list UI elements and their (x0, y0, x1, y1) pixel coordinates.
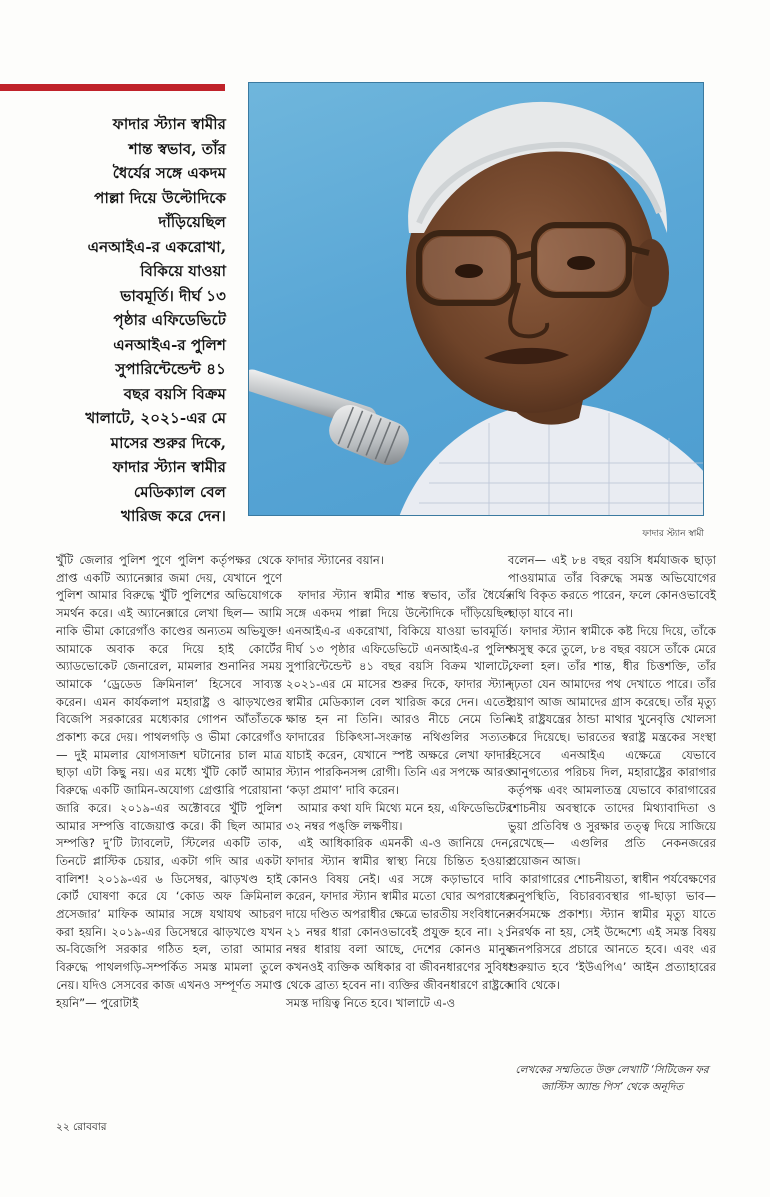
paragraph: খুঁটি জেলার পুলিশ পুণে পুলিশ কর্তৃপক্ষর থেকে প্রাপ্ত একটি অ্যানেক্সার জমা দেয়, যেখানে পুণে পুলিশ আমার বিরুদ্ধে খুঁটি পুলিশের অভিযোগকে সমর্থন করে। এই অ্যানেক্সারে লেখা ছিল— আমি নাকি ভীমা কোরেগাঁও কাণ্ডের অন্যতম অভিযুক্ত! আমাকে অবাক করে দিয়ে হাই কোর্টের অ্যাডভোকেট জেনারেল, মামলার শুনানির সময় আমাকে ‘ড্রেডেড ক্রিমিনাল’ হিসেবে সাব্যস্ত করেন। এমন কার্যকলাপ মহারাষ্ট্র ও ঝাড়খণ্ডের বিজেপি সরকারের মধ্যেকার গোপন আঁতাঁতকে প্রকাশ্য করে দেয়। পাথলগড়ি ও ভীমা কোরেগাঁও— দুই মামলার যোগসাজশ ঘটানোর চাল মাত্র ছাড়া এটা কিছু নয়। এর মধ্যে খুঁটি কোর্ট আমার বিরুদ্ধে একটি জামিন-অযোগ্য গ্রেপ্তারি পরোয়ানা জারি করে। ২০১৯-এর অক্টোবরে খুঁটি পুলিশ আমার সম্পত্তি বাজেয়াপ্ত করে। কী ছিল আমার সম্পত্তি? দু’টি ট্যাবলেট, স্টিলের একটি তাক, তিনটে প্লাস্টিক চেয়ার, একটা গদি আর একটা বালিশ! ২০১৯-এর ৬ ডিসেম্বর, ঝাড়খণ্ড হাই কোর্ট ঘোষণা করে যে ‘কোড অফ ক্রিমিনাল প্রসেজার’ মাফিক আমার সঙ্গে যথাযথ আচরণ করা হয়নি। ২০১৯-এর ডিসেম্বরে ঝাড়খণ্ডে যখন অ-বিজেপি সরকার গঠিত হল, তারা আমার বিরুদ্ধে পাথলগড়ি-সম্পর্কিত সমস্ত মামলা তুলে নেয়। যদিও সেসবের কাজ এখনও সম্পূর্ণত সমাপ্ত হয়নি”— পুরোটাই (56, 553, 282, 1010)
article-column-2 (286, 552, 512, 1012)
paragraph: ফাদার স্ট্যানের বয়ান। (286, 553, 384, 567)
portrait-illustration (249, 83, 704, 516)
paragraph: কারাগারের শোচনীয়তা, স্বাধীন পর্যবেক্ষণের অনুপস্থিতি, বিচারব্যবস্থার গা-ছাড়া ভাব— সর্বসমক্ষে প্রকাশ্য। স্ট্যান স্বামীর মৃত্যু যাতে নিরর্থক না হয়, সেই উদ্দেশ্যে এই সমস্ত বিষয় জনপরিসরে প্রচারে আনতে হবে। এবং এর শুরুয়াত হবে ‘ইউএপিএ’ আইন প্রত্যাহারের দাবি থেকে। (508, 871, 716, 992)
pull-quote-line: খারিজ করে দেন। (121, 507, 226, 525)
pull-quote-line: এনআইএ-র একরোখা, (87, 237, 226, 256)
pull-quote-line: ফাদার স্ট্যান স্বামীর (112, 115, 226, 133)
pull-quote-line: ভাবমূর্তি। দীর্ঘ ১৩ (120, 286, 226, 305)
pull-quote-line: বিকিয়ে যাওয়া (140, 262, 226, 280)
paragraph: এই আধিকারিক এমনকী এ-ও জানিয়ে দেন, ফাদার স্ট্যান স্বামীর স্বাস্থ্য নিয়ে চিন্তিত হওয়ার কোনও বিষয় নেই। এর সঙ্গে কড়াভাবে দাবি করেন, ফাদার স্ট্যান স্বামীর মতো ঘোর অপরাধের দায়ে দণ্ডিত অপরাধীর ক্ষেত্রে ভারতীয় সংবিধানের ২১ নম্বর ধারা কোনওভাবেই প্রযুক্ত হবে না। ২১ নম্বর ধারায় বলা আছে, দেশের কোনও মানুষ কখনওই ব্যক্তিক অধিকার বা জীবনধারণের সুবিধা থেকে ব্রাত্য হবেন না। ব্যক্তির জীবনধারণে রাষ্ট্রকে সমস্ত দায়িত্ব নিতে হবে। খালাটে এ-ও (286, 836, 512, 1010)
pull-quote-line: ফাদার স্ট্যান স্বামীর (112, 458, 226, 476)
paragraph: ফাদার স্ট্যান স্বামীর শান্ত স্বভাব, তাঁর ধৈর্যের সঙ্গে একদম পাল্লা দিয়ে উল্টোদিকে দাঁড়িয়েছিল এনআইএ-র একরোখা, বিকিয়ে যাওয়া ভাবমূর্তি। দীর্ঘ ১৩ পৃষ্ঠার এফিডেভিটে এনআইএ-র পুলিশ সুপারিন্টেন্ডেন্ট ৪১ বছর বয়সি বিক্রম খালাটে, ২০২১-এর মে মাসের শুরুর দিকে, ফাদার স্ট্যান স্বামীর মেডিক্যাল বেল খারিজ করে দেন। এতেই ক্ষান্ত হন না তিনি। আরও নীচে নেমে তিনি ফাদারের চিকিৎসা-সংক্রান্ত নথিগুলির সত্যতা যাচাই করেন, যেখানে স্পষ্ট অক্ষরে লেখা ফাদার স্ট্যান পারকিনসন্স রোগী। তিনি এর সপক্ষে আরও ‘কড়া প্রমাণ’ দাবি করেন। (286, 588, 512, 798)
pull-quote-line: শান্ত স্বভাব, তাঁর (128, 139, 226, 158)
accent-rule (0, 84, 225, 91)
photo-caption: ফাদার স্ট্যান স্বামী (642, 529, 704, 539)
pull-quote-line: খালাটে, ২০২১-এর মে (85, 409, 226, 427)
pull-quote-line: মেডিক্যাল বেল (133, 482, 226, 501)
pull-quote-line: মাসের শুরুর দিকে, (110, 433, 226, 452)
paragraph: আমার কথা যদি মিথ্যে মনে হয়, এফিডেভিটের ৩২ নম্বর পঙ্‌ক্তি লক্ষণীয়। (286, 800, 512, 833)
portrait-photo (248, 82, 704, 516)
pull-quote-line: ধৈর্যের সঙ্গে একদম (112, 164, 226, 182)
pull-quote-line: পৃষ্ঠার এফিডেভিটে (113, 311, 226, 329)
paragraph: ফাদার স্ট্যান স্বামীকে কষ্ট দিয়ে দিয়ে, তাঁকে অসুস্থ করে তুলে, ৮৪ বছর বয়সে তাঁকে মেরে ফেলা হল। তাঁর শান্ত, ধীর চিত্তশক্তি, তাঁর দৃঢ়তা যেন আমাদের পথ দেখাতে পারে। তাঁর প্রয়াণ আজ আমাদের গ্রাস করেছে। তাঁর মৃত্যু এই রাষ্ট্রযন্ত্রের ঠান্ডা মাথার খুনেবৃত্তি খোলসা করে দিয়েছে। ভারতের স্বরাষ্ট্র মন্ত্রকের সংস্থা হিসেবে এনআইএ এক্ষেত্রে যেভাবে আনুগত্যের পরিচয় দিল, মহারাষ্ট্রের কারাগার কর্তৃপক্ষ এবং আমলাতন্ত্র যেভাবে কারাগারের শোচনীয় অবস্থাকে তাদের মিথ্যাবাদিতা ও ভুয়া প্রতিবিম্ব ও সুরক্ষার তত্ত্ব দিয়ে সাজিয়ে রেখেছে— এগুলির প্রতি নেকনজরের প্রয়োজন আজ। (508, 623, 716, 868)
article-column-1 (56, 552, 282, 1012)
paragraph: বলেন— এই ৮৪ বছর বয়সি ধর্মযাজক ছাড়া পাওয়ামাত্র তাঁর বিরুদ্ধে সমস্ত অভিযোগের নথি বিকৃত করতে পারেন, ফলে কোনওভাবেই ছাড়া যাবে না। (508, 553, 716, 621)
article-column-3 (508, 552, 716, 995)
pull-quote (20, 112, 226, 529)
pull-quote-line: বছর বয়সি বিক্রম (123, 384, 226, 403)
pull-quote-line: দাঁড়িয়েছিল (158, 213, 226, 231)
pull-quote-line: পাল্লা দিয়ে উল্টোদিকে (94, 188, 226, 207)
translation-credit: লেখকের সম্মতিতে উক্ত লেখাটি ‘সিটিজেন ফর জাস্টিস অ্যান্ড পিস’ থেকে অনূদিত (515, 1064, 709, 1093)
pull-quote-line: এনআইএ-র পুলিশ (113, 335, 226, 354)
pull-quote-line: সুপারিন্টেন্ডেন্ট ৪১ (115, 360, 226, 378)
page-folio: ২২ রোববার (56, 1121, 107, 1133)
